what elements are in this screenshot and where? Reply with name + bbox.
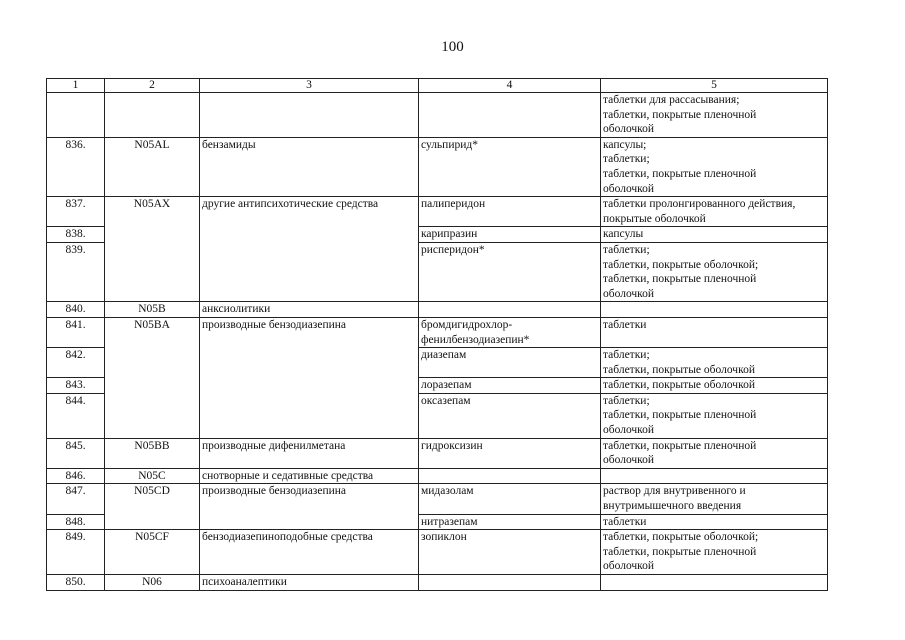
table-row xyxy=(47,438,828,468)
group-name xyxy=(200,93,419,138)
dosage-forms: таблетки; таблетки, покрытые оболочкой; таблетки, покрытые пленочной оболочкой xyxy=(601,242,828,301)
table-row xyxy=(47,137,828,196)
atc-code: N05BB xyxy=(105,438,200,468)
drug-name: диазепам xyxy=(419,348,601,378)
table-row xyxy=(47,197,828,227)
header-row xyxy=(47,79,828,93)
drug-name xyxy=(419,302,601,318)
drug-name: мидазолам xyxy=(419,484,601,514)
dosage-forms xyxy=(601,302,828,318)
dosage-forms: таблетки пролонгированного действия, покрытые оболочкой xyxy=(601,197,828,227)
atc-code: N05AX xyxy=(105,197,200,302)
row-number: 845. xyxy=(47,438,105,468)
row-number: 841. xyxy=(47,317,105,347)
drug-name: гидроксизин xyxy=(419,438,601,468)
dosage-forms: таблетки, покрытые оболочкой; таблетки, покрытые пленочной оболочкой xyxy=(601,530,828,575)
row-number: 837. xyxy=(47,197,105,227)
atc-code: N06 xyxy=(105,575,200,591)
atc-code: N05CD xyxy=(105,484,200,530)
drug-name: сульпирид* xyxy=(419,137,601,196)
col-header: 3 xyxy=(200,79,419,93)
drug-name: зопиклон xyxy=(419,530,601,575)
row-number: 847. xyxy=(47,484,105,514)
dosage-forms: таблетки; таблетки, покрытые пленочной оболочкой xyxy=(601,393,828,438)
col-header: 5 xyxy=(601,79,828,93)
row-number: 843. xyxy=(47,378,105,394)
col-header: 2 xyxy=(105,79,200,93)
row-number: 849. xyxy=(47,530,105,575)
drug-name: карипразин xyxy=(419,227,601,243)
table-row xyxy=(47,484,828,514)
dosage-forms: таблетки xyxy=(601,514,828,530)
table-row xyxy=(47,302,828,318)
atc-code: N05CF xyxy=(105,530,200,575)
dosage-forms xyxy=(601,468,828,484)
dosage-forms: капсулы xyxy=(601,227,828,243)
row-number: 838. xyxy=(47,227,105,243)
atc-code xyxy=(105,93,200,138)
row-number: 836. xyxy=(47,137,105,196)
drug-name: лоразепам xyxy=(419,378,601,394)
dosage-forms: капсулы; таблетки; таблетки, покрытые пленочной оболочкой xyxy=(601,137,828,196)
col-header: 4 xyxy=(419,79,601,93)
atc-code: N05C xyxy=(105,468,200,484)
row-number xyxy=(47,93,105,138)
group-name: анксиолитики xyxy=(200,302,419,318)
drug-name: рисперидон* xyxy=(419,242,601,301)
group-name: снотворные и седативные средства xyxy=(200,468,419,484)
dosage-forms: таблетки xyxy=(601,317,828,347)
group-name: психоаналептики xyxy=(200,575,419,591)
drug-name: палиперидон xyxy=(419,197,601,227)
table-row xyxy=(47,93,828,138)
dosage-forms: таблетки; таблетки, покрытые оболочкой xyxy=(601,348,828,378)
row-number: 840. xyxy=(47,302,105,318)
row-number: 842. xyxy=(47,348,105,378)
col-header: 1 xyxy=(47,79,105,93)
group-name: бензодиазепиноподобные средства xyxy=(200,530,419,575)
atc-code: N05AL xyxy=(105,137,200,196)
drug-name xyxy=(419,575,601,591)
dosage-forms: раствор для внутривенного и внутримышечного введения xyxy=(601,484,828,514)
atc-code: N05B xyxy=(105,302,200,318)
dosage-forms: таблетки, покрытые оболочкой xyxy=(601,378,828,394)
drug-name xyxy=(419,468,601,484)
group-name: другие антипсихотические средства xyxy=(200,197,419,302)
drug-name: нитразепам xyxy=(419,514,601,530)
table-row xyxy=(47,468,828,484)
table-row xyxy=(47,530,828,575)
drug-name: бромдигидрохлор- фенилбензодиазепин* xyxy=(419,317,601,347)
row-number: 846. xyxy=(47,468,105,484)
dosage-forms xyxy=(601,575,828,591)
group-name: бензамиды xyxy=(200,137,419,196)
row-number: 848. xyxy=(47,514,105,530)
group-name: производные дифенилметана xyxy=(200,438,419,468)
dosage-forms: таблетки для рассасывания; таблетки, покрытые пленочной оболочкой xyxy=(601,93,828,138)
row-number: 850. xyxy=(47,575,105,591)
drug-name xyxy=(419,93,601,138)
drug-name: оксазепам xyxy=(419,393,601,438)
group-name: производные бензодиазепина xyxy=(200,484,419,530)
page-number: 100 xyxy=(441,39,464,55)
table-row xyxy=(47,575,828,591)
row-number: 844. xyxy=(47,393,105,438)
dosage-forms: таблетки, покрытые пленочной оболочкой xyxy=(601,438,828,468)
row-number: 839. xyxy=(47,242,105,301)
atc-code: N05BA xyxy=(105,317,200,438)
group-name: производные бензодиазепина xyxy=(200,317,419,438)
drug-table xyxy=(46,78,828,591)
table-row xyxy=(47,317,828,347)
